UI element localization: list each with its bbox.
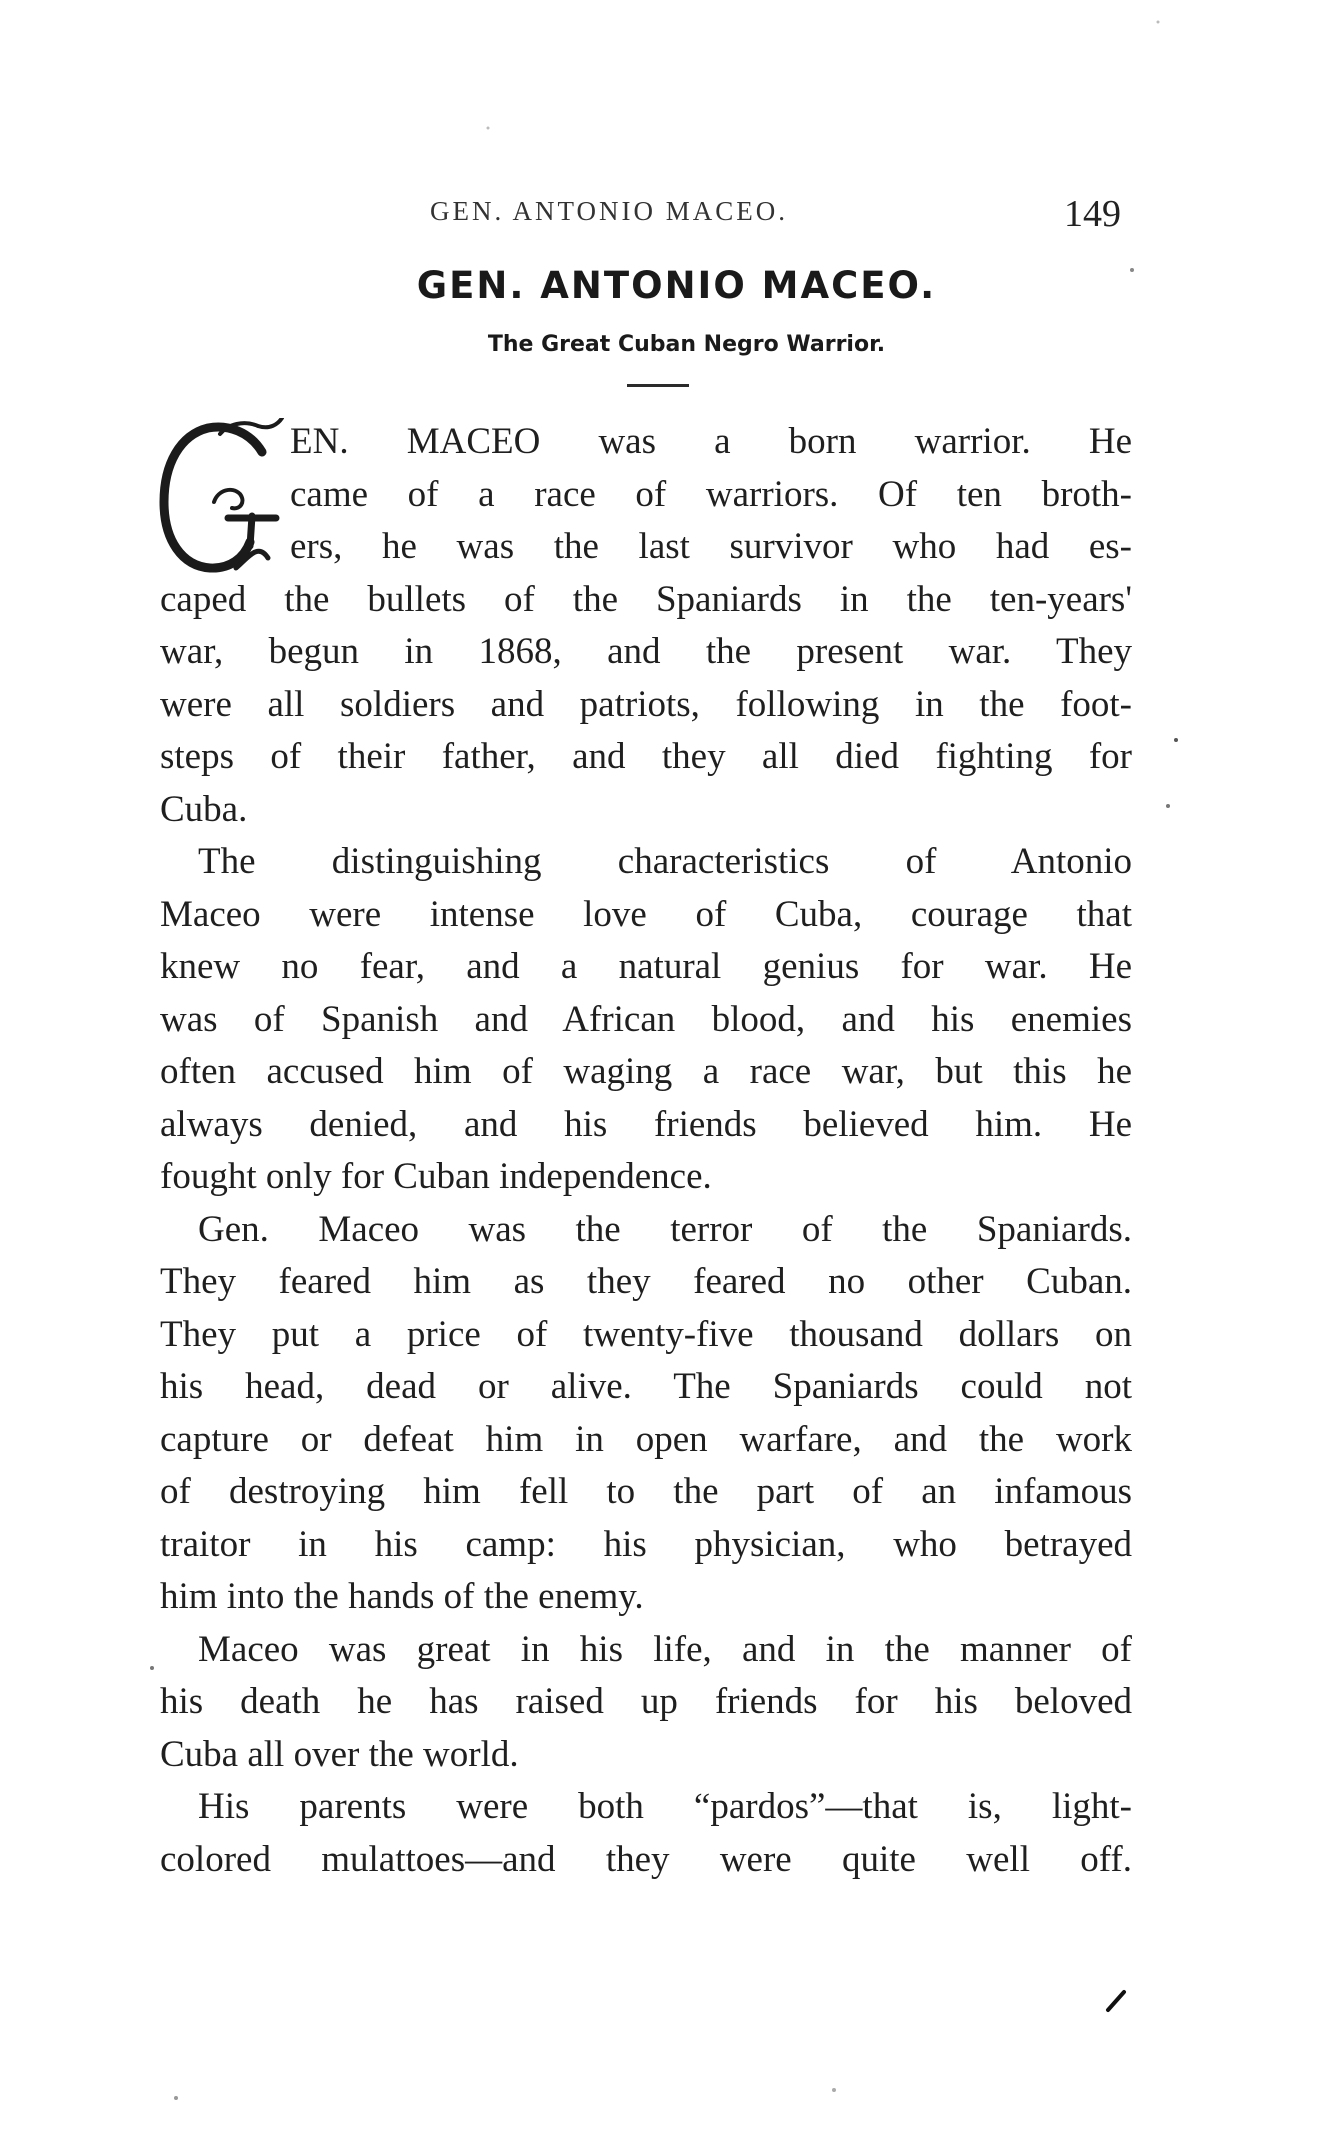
text-line: his death he has raised up friends for his beloved (160, 1681, 1132, 1722)
text-line: Cuba. (160, 788, 248, 830)
running-head-title: GEN. ANTONIO MACEO. (430, 196, 788, 226)
text-line: traitor in his camp: his physician, who betrayed (160, 1523, 1132, 1565)
text-line: Maceo was great in his life, and in the manner of (198, 1628, 1132, 1670)
text-line: was of Spanish and African blood, and his enemies (160, 998, 1132, 1040)
text-line: His parents were both “pardos”—that is, light- (198, 1786, 1132, 1827)
text-line: colored mulattoes—and they were quite well off. (160, 1838, 1132, 1880)
text-line: Cuba all over the world. (160, 1733, 519, 1775)
text-line: his head, dead or alive. The Spaniards could not (160, 1366, 1132, 1407)
text-line: The distinguishing characteristics of Antonio (198, 841, 1132, 882)
text-line: Gen. Maceo was the terror of the Spaniards. (198, 1208, 1132, 1250)
text-line: fought only for Cuban independence. (160, 1156, 712, 1197)
text-line: steps of their father, and they all died fighting for (160, 736, 1132, 777)
text-line: of destroying him fell to the part of an infamous (160, 1471, 1132, 1512)
text-line: They put a price of twenty-five thousand dollars on (160, 1313, 1132, 1355)
text-line: knew no fear, and a natural genius for war. He (160, 946, 1132, 987)
text-line: ers, he was the last survivor who had es- (290, 526, 1132, 567)
chapter-title: GEN. ANTONIO MACEO. (416, 264, 937, 307)
text-line: capture or defeat him in open warfare, and the work (160, 1418, 1132, 1460)
text-line: came of a race of warriors. Of ten broth- (290, 473, 1132, 515)
text-line: him into the hands of the enemy. (160, 1576, 644, 1617)
text-line: They feared him as they feared no other Cuban. (160, 1261, 1132, 1302)
text-line: caped the bullets of the Spaniards in the ten-years' (160, 578, 1132, 620)
text-line: always denied, and his friends believed him. He (160, 1103, 1132, 1145)
text-line: were all soldiers and patriots, following in the foot- (160, 683, 1132, 725)
chapter-subtitle: The Great Cuban Negro Warrior. (487, 332, 886, 357)
text-line: often accused him of waging a race war, but this he (160, 1051, 1132, 1092)
text-line: war, begun in 1868, and the present war. They (160, 631, 1132, 672)
text-line: EN. MACEO was a born warrior. He (290, 421, 1132, 462)
page-number: 149 (1064, 193, 1121, 235)
text-line: Maceo were intense love of Cuba, courage that (160, 893, 1132, 935)
